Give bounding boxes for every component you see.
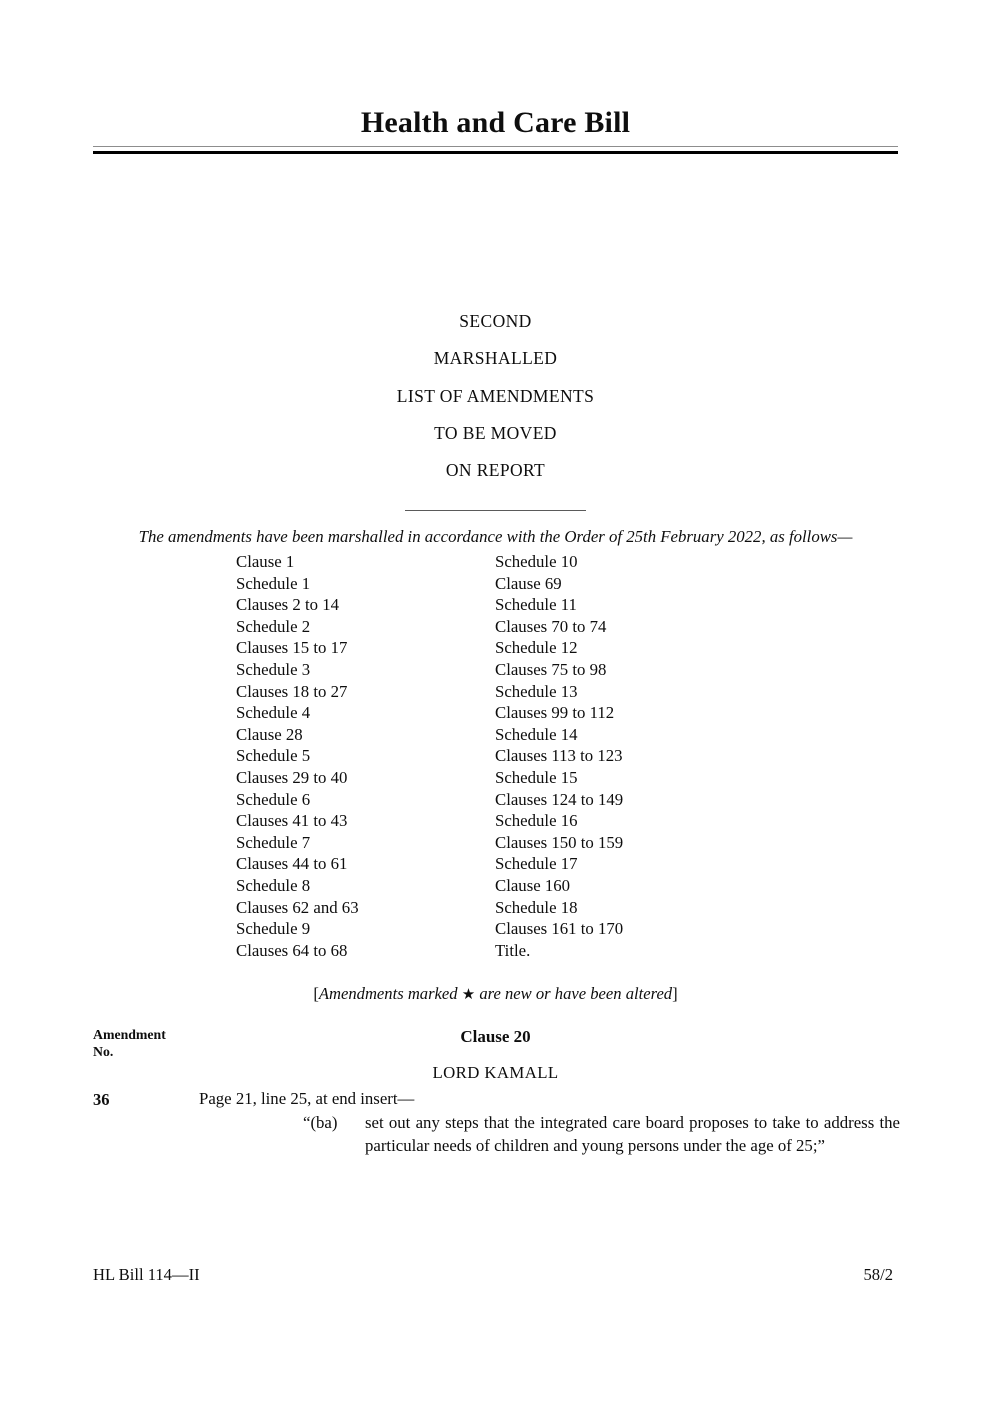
marshalled-list-heading [0, 303, 991, 489]
note-text-after-star: are new or have been altered [475, 984, 673, 1003]
title-double-rule [93, 146, 898, 154]
document-title: Health and Care Bill [360, 106, 631, 139]
marshalling-list-item: Clauses 124 to 149 [495, 789, 624, 809]
starred-amendments-note [0, 984, 991, 1004]
marshalling-list-item: Schedule 8 [236, 875, 311, 895]
marshalling-list-item: Clauses 150 to 159 [495, 832, 624, 852]
marshalling-list-item: Clauses 70 to 74 [495, 616, 607, 636]
marshalling-list-item: Clauses 18 to 27 [236, 681, 348, 701]
marshalling-column-right [495, 551, 795, 961]
amendment-no-label-line2: No. [93, 1044, 114, 1059]
heading-line-second: SECOND [459, 311, 532, 331]
mover-name: LORD KAMALL [432, 1063, 559, 1082]
note-text-before-star: Amendments marked [318, 984, 462, 1003]
section-separator-line [405, 510, 586, 511]
marshalling-list-item: Schedule 9 [236, 919, 311, 939]
inserted-paragraph-body: set out any steps that the integrated care board proposes to take to address the particular needs of children and young persons under the age of 25;” [365, 1113, 900, 1155]
marshalling-list-item: Schedule 15 [495, 767, 578, 787]
marshalling-list-item: Title. [495, 940, 531, 960]
marshalling-list-item: Clause 1 [236, 552, 295, 571]
heading-line-marshalled: MARSHALLED [433, 348, 558, 369]
marshalling-list-item: Schedule 6 [236, 789, 311, 809]
amendment-inserted-text [303, 1112, 900, 1157]
marshalling-list-item: Clause 69 [495, 573, 562, 593]
marshalling-list-item: Clauses 29 to 40 [236, 767, 348, 787]
marshalling-list-item: Clauses 62 and 63 [236, 897, 359, 917]
clause-heading: Clause 20 [460, 1027, 531, 1046]
marshalling-list-item: Schedule 16 [495, 811, 578, 831]
marshalling-list-item: Clauses 2 to 14 [236, 595, 340, 615]
marshalling-list-item: Clause 160 [495, 875, 571, 895]
inserted-paragraph-label: “(ba) [303, 1113, 338, 1132]
marshalling-list-item: Clauses 161 to 170 [495, 919, 624, 939]
marshalling-list-item: Schedule 7 [236, 832, 311, 852]
bill-reference: HL Bill 114—II [93, 1265, 200, 1284]
marshalling-list-item: Clauses 41 to 43 [236, 811, 348, 831]
marshalling-list-item: Schedule 2 [236, 616, 311, 636]
marshalling-list-item: Schedule 1 [236, 573, 311, 593]
marshalling-list-item: Clauses 15 to 17 [236, 638, 348, 658]
marshalling-list-item: Clauses 75 to 98 [495, 659, 607, 679]
heading-line-to-be-moved: TO BE MOVED [434, 422, 557, 443]
marshalling-list-item: Clauses 64 to 68 [236, 940, 348, 960]
marshalling-list-item: Schedule 4 [236, 703, 311, 723]
marshalling-list-item: Schedule 14 [495, 724, 578, 744]
marshalling-list-item: Schedule 13 [495, 681, 578, 701]
marshalling-list-item: Schedule 3 [236, 659, 311, 679]
marshalling-list-item: Clauses 44 to 61 [236, 854, 348, 874]
heading-line-list-of-amendments: LIST OF AMENDMENTS [396, 385, 595, 406]
marshalling-list-item: Schedule 5 [236, 746, 311, 766]
amendment-no-label-line1: Amendment [93, 1027, 166, 1042]
amendment-number: 36 [93, 1090, 110, 1109]
heading-line-on-report: ON REPORT [445, 460, 546, 481]
marshalling-order-note: The amendments have been marshalled in accordance with the Order of 25th February 2022, as follows— [138, 527, 853, 546]
marshalling-column-left [236, 551, 495, 961]
marshalling-list-item: Clause 28 [236, 724, 303, 744]
marshalling-list-item: Schedule 12 [495, 638, 578, 658]
marshalling-list-item: Schedule 17 [495, 854, 578, 874]
amendment-instruction: Page 21, line 25, at end insert— [199, 1089, 415, 1108]
star-icon: ★ [461, 987, 476, 1003]
marshalling-list-item: Schedule 11 [495, 595, 577, 615]
marshalling-list-item: Schedule 10 [495, 552, 578, 571]
marshalling-list-item: Clauses 99 to 112 [495, 703, 615, 723]
note-close-bracket: ] [672, 984, 678, 1003]
sheet-number: 58/2 [863, 1265, 893, 1284]
marshalling-columns [236, 551, 795, 961]
note-open-bracket: [ [313, 984, 319, 1003]
marshalling-list-item: Schedule 18 [495, 897, 578, 917]
marshalling-list-item: Clauses 113 to 123 [495, 746, 623, 766]
